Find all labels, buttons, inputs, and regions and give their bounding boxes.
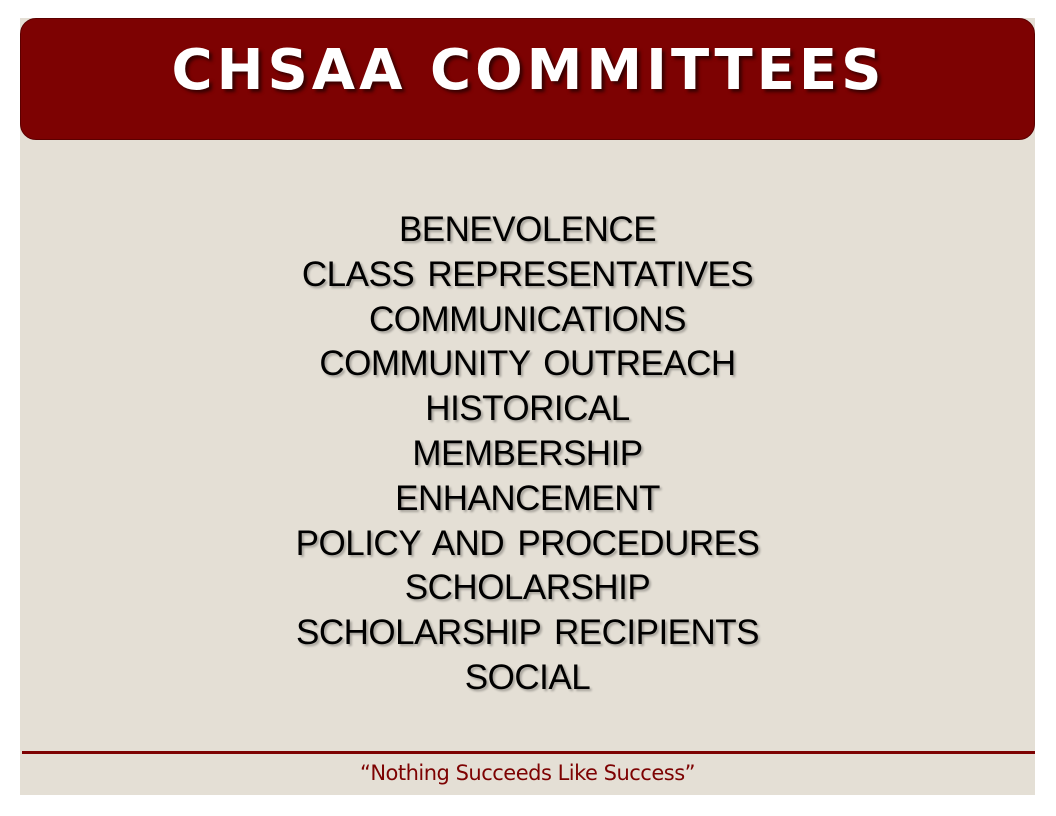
committee-item: SCHOLARSHIP RECIPIENTS bbox=[295, 613, 760, 653]
committee-item: COMMUNICATIONS bbox=[368, 299, 687, 339]
committee-item: CLASS REPRESENTATIVES bbox=[301, 254, 754, 294]
tagline: “Nothing Succeeds Like Success” bbox=[359, 761, 696, 785]
committee-item: MEMBERSHIP bbox=[412, 433, 643, 473]
slide bbox=[20, 18, 1035, 795]
committee-item: POLICY AND PROCEDURES bbox=[295, 523, 760, 563]
footer-divider bbox=[22, 751, 1035, 754]
committee-item: ENHANCEMENT bbox=[395, 478, 660, 518]
committee-list bbox=[20, 208, 1035, 701]
committee-item: SOCIAL bbox=[464, 657, 591, 697]
committee-item: HISTORICAL bbox=[425, 389, 630, 429]
slide-title: CHSAA COMMITTEES bbox=[171, 38, 886, 103]
committee-item: SCHOLARSHIP bbox=[404, 568, 651, 608]
title-banner bbox=[20, 18, 1035, 140]
committee-item: BENEVOLENCE bbox=[398, 210, 657, 249]
committee-item: COMMUNITY OUTREACH bbox=[319, 344, 736, 384]
